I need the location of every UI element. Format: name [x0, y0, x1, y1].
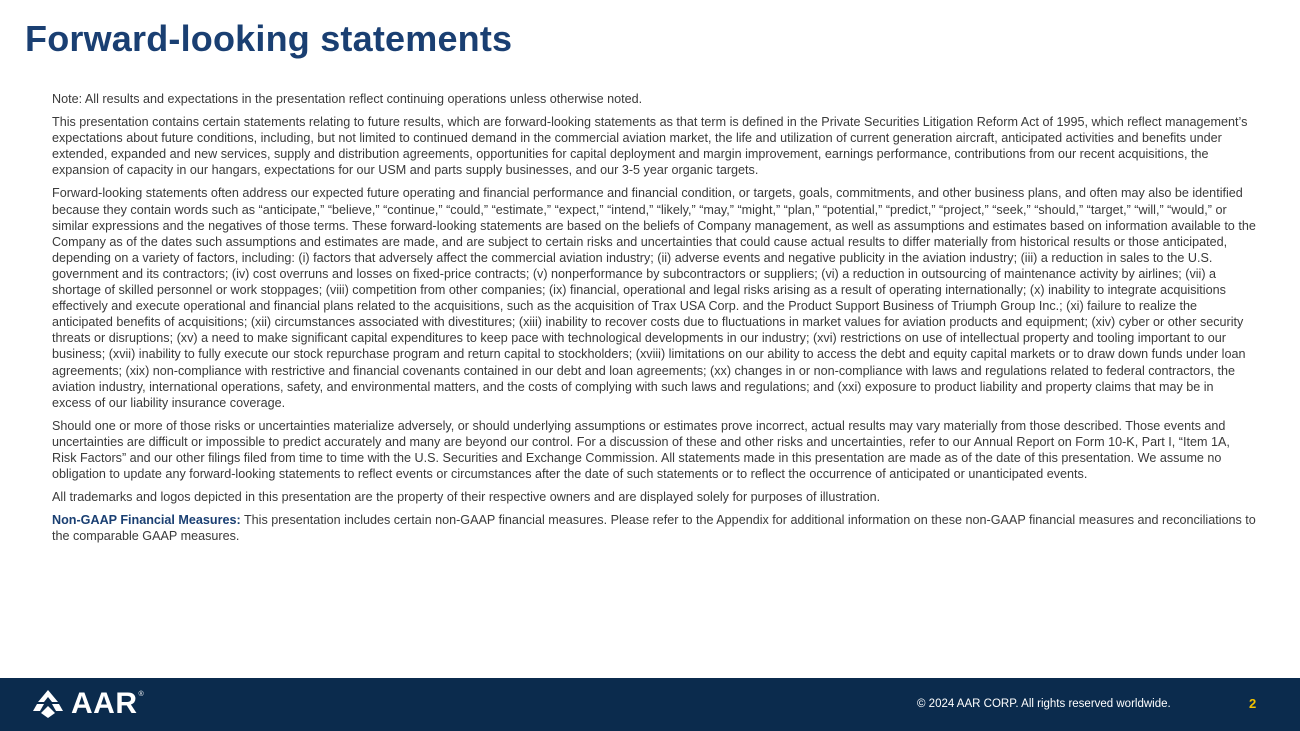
disclaimer-body [52, 91, 1256, 551]
note-paragraph: Note: All results and expectations in the presentation reflect continuing operations unless otherwise noted. [52, 92, 643, 106]
risk-factors-paragraph: Forward-looking statements often address our expected future operating and financial performance and financial condition, or targets, goals, commitments, and other business plans, and often may also be identified because they contain words such as “anticipate,” “believe,” “continue,” “could,” “estimate,” “expect,” “intend,” “likely,” “may,” “might,” “plan,” “potential,” “predict,” “project,” “seek,” “should,” “target,” “will,” “would,” or similar expressions and the negatives of those terms. These forward-looking statements are based on the beliefs of Company management, as well as assumptions and estimates based on information available to the Company as of the dates such assumptions and estimates are made, and are subject to certain risks and uncertainties that could cause actual results to differ materially from historical results or those anticipated, depending on a variety of factors, including: (i) factors that adversely affect the commercial aviation industry; (ii) adverse events and negative publicity in the aviation industry; (iii) a reduction in sales to the U.S. government and its contractors; (iv) cost overruns and losses on fixed-price contracts; (v) nonperformance by subcontractors or suppliers; (vi) a reduction in outsourcing of maintenance activity by airlines; (vii) a shortage of skilled personnel or work stoppages; (viii) competition from other companies; (ix) financial, operational and legal risks arising as a result of operating internationally; (x) inability to integrate acquisitions effectively and execute operational and financial plans related to the acquisitions, such as the acquisition of Trax USA Corp. and the Product Support Business of Triumph Group Inc.; (xi) failure to realize the anticipated benefits of acquisitions; (xii) circumstances associated with divestitures; (xiii) inability to recover costs due to fluctuations in market values for aviation products and equipment; (xiv) cyber or other security threats or disruptions; (xv) a need to make significant capital expenditures to keep pace with technological developments in our industry; (xvi) restrictions on use of intellectual property and tooling important to our business; (xvii) inability to fully execute our stock repurchase program and return capital to stockholders; (xviii) limitations on our ability to access the debt and equity capital markets or to draw down funds under loan agreements; (xix) non-compliance with restrictive and financial covenants contained in our debt and loan agreements; (xx) changes in or non-compliance with laws and regulations related to federal contractors, the aviation industry, international operations, safety, and environmental matters, and the costs of complying with such laws and regulations; and (xxi) exposure to product liability and property claims that may be in excess of our liability insurance coverage. [52, 186, 1256, 410]
aar-emblem-icon [31, 689, 65, 719]
non-gaap-heading: Non-GAAP Financial Measures: [52, 513, 241, 528]
aar-logo [31, 688, 144, 720]
aar-wordmark: AAR [71, 687, 138, 720]
trademarks-paragraph: All trademarks and logos depicted in this presentation are the property of their respective owners and are displayed solely for purposes of illustration. [52, 490, 881, 505]
copyright-notice: © 2024 AAR CORP. All rights reserved worldwide. [917, 698, 1171, 710]
registered-mark: ® [138, 690, 144, 698]
non-gaap-paragraph [52, 512, 1256, 544]
uncertainties-paragraph: Should one or more of those risks or uncertainties materialize adversely, or should underlying assumptions or estimates prove incorrect, actual results may vary materially from those described. Those events and uncertainties are difficult or impossible to predict accurately and many are beyond our control. For a discussion of these and other risks and uncertainties, refer to our Annual Report on Form 10-K, Part I, “Item 1A, Risk Factors” and our other filings filed from time to time with the U.S. Securities and Exchange Commission. All statements made in this presentation are made as of the date of this presentation. We assume no obligation to update any forward-looking statements to reflect events or circumstances after the date of such statements or to reflect the occurrence of anticipated or unanticipated events. [52, 418, 1230, 482]
page-title: Forward-looking statements [25, 18, 513, 59]
footer-bar [0, 678, 1300, 731]
page-number: 2 [1249, 696, 1257, 711]
forward-looking-intro-paragraph: This presentation contains certain statements relating to future results, which are forward-looking statements as that term is defined in the Private Securities Litigation Reform Act of 1995, which reflect management’s expectations about future conditions, including, but not limited to continued demand in the commercial aviation market, the life and utilization of current generation aircraft, anticipated activities and benefits under extended, expanded and new services, supply and distribution agreements, opportunities for capital deployment and margin improvement, earnings performance, contributions from our recent acquisitions, the expansion of capacity in our hangars, expectations for our USM and parts supply businesses, and our 3-5 year organic targets. [52, 115, 1248, 178]
non-gaap-text: This presentation includes certain non-GAAP financial measures. Please refer to the Appendix for additional information on these non-GAAP financial measures and reconciliations to the comparable GAAP measures. [52, 513, 1256, 544]
